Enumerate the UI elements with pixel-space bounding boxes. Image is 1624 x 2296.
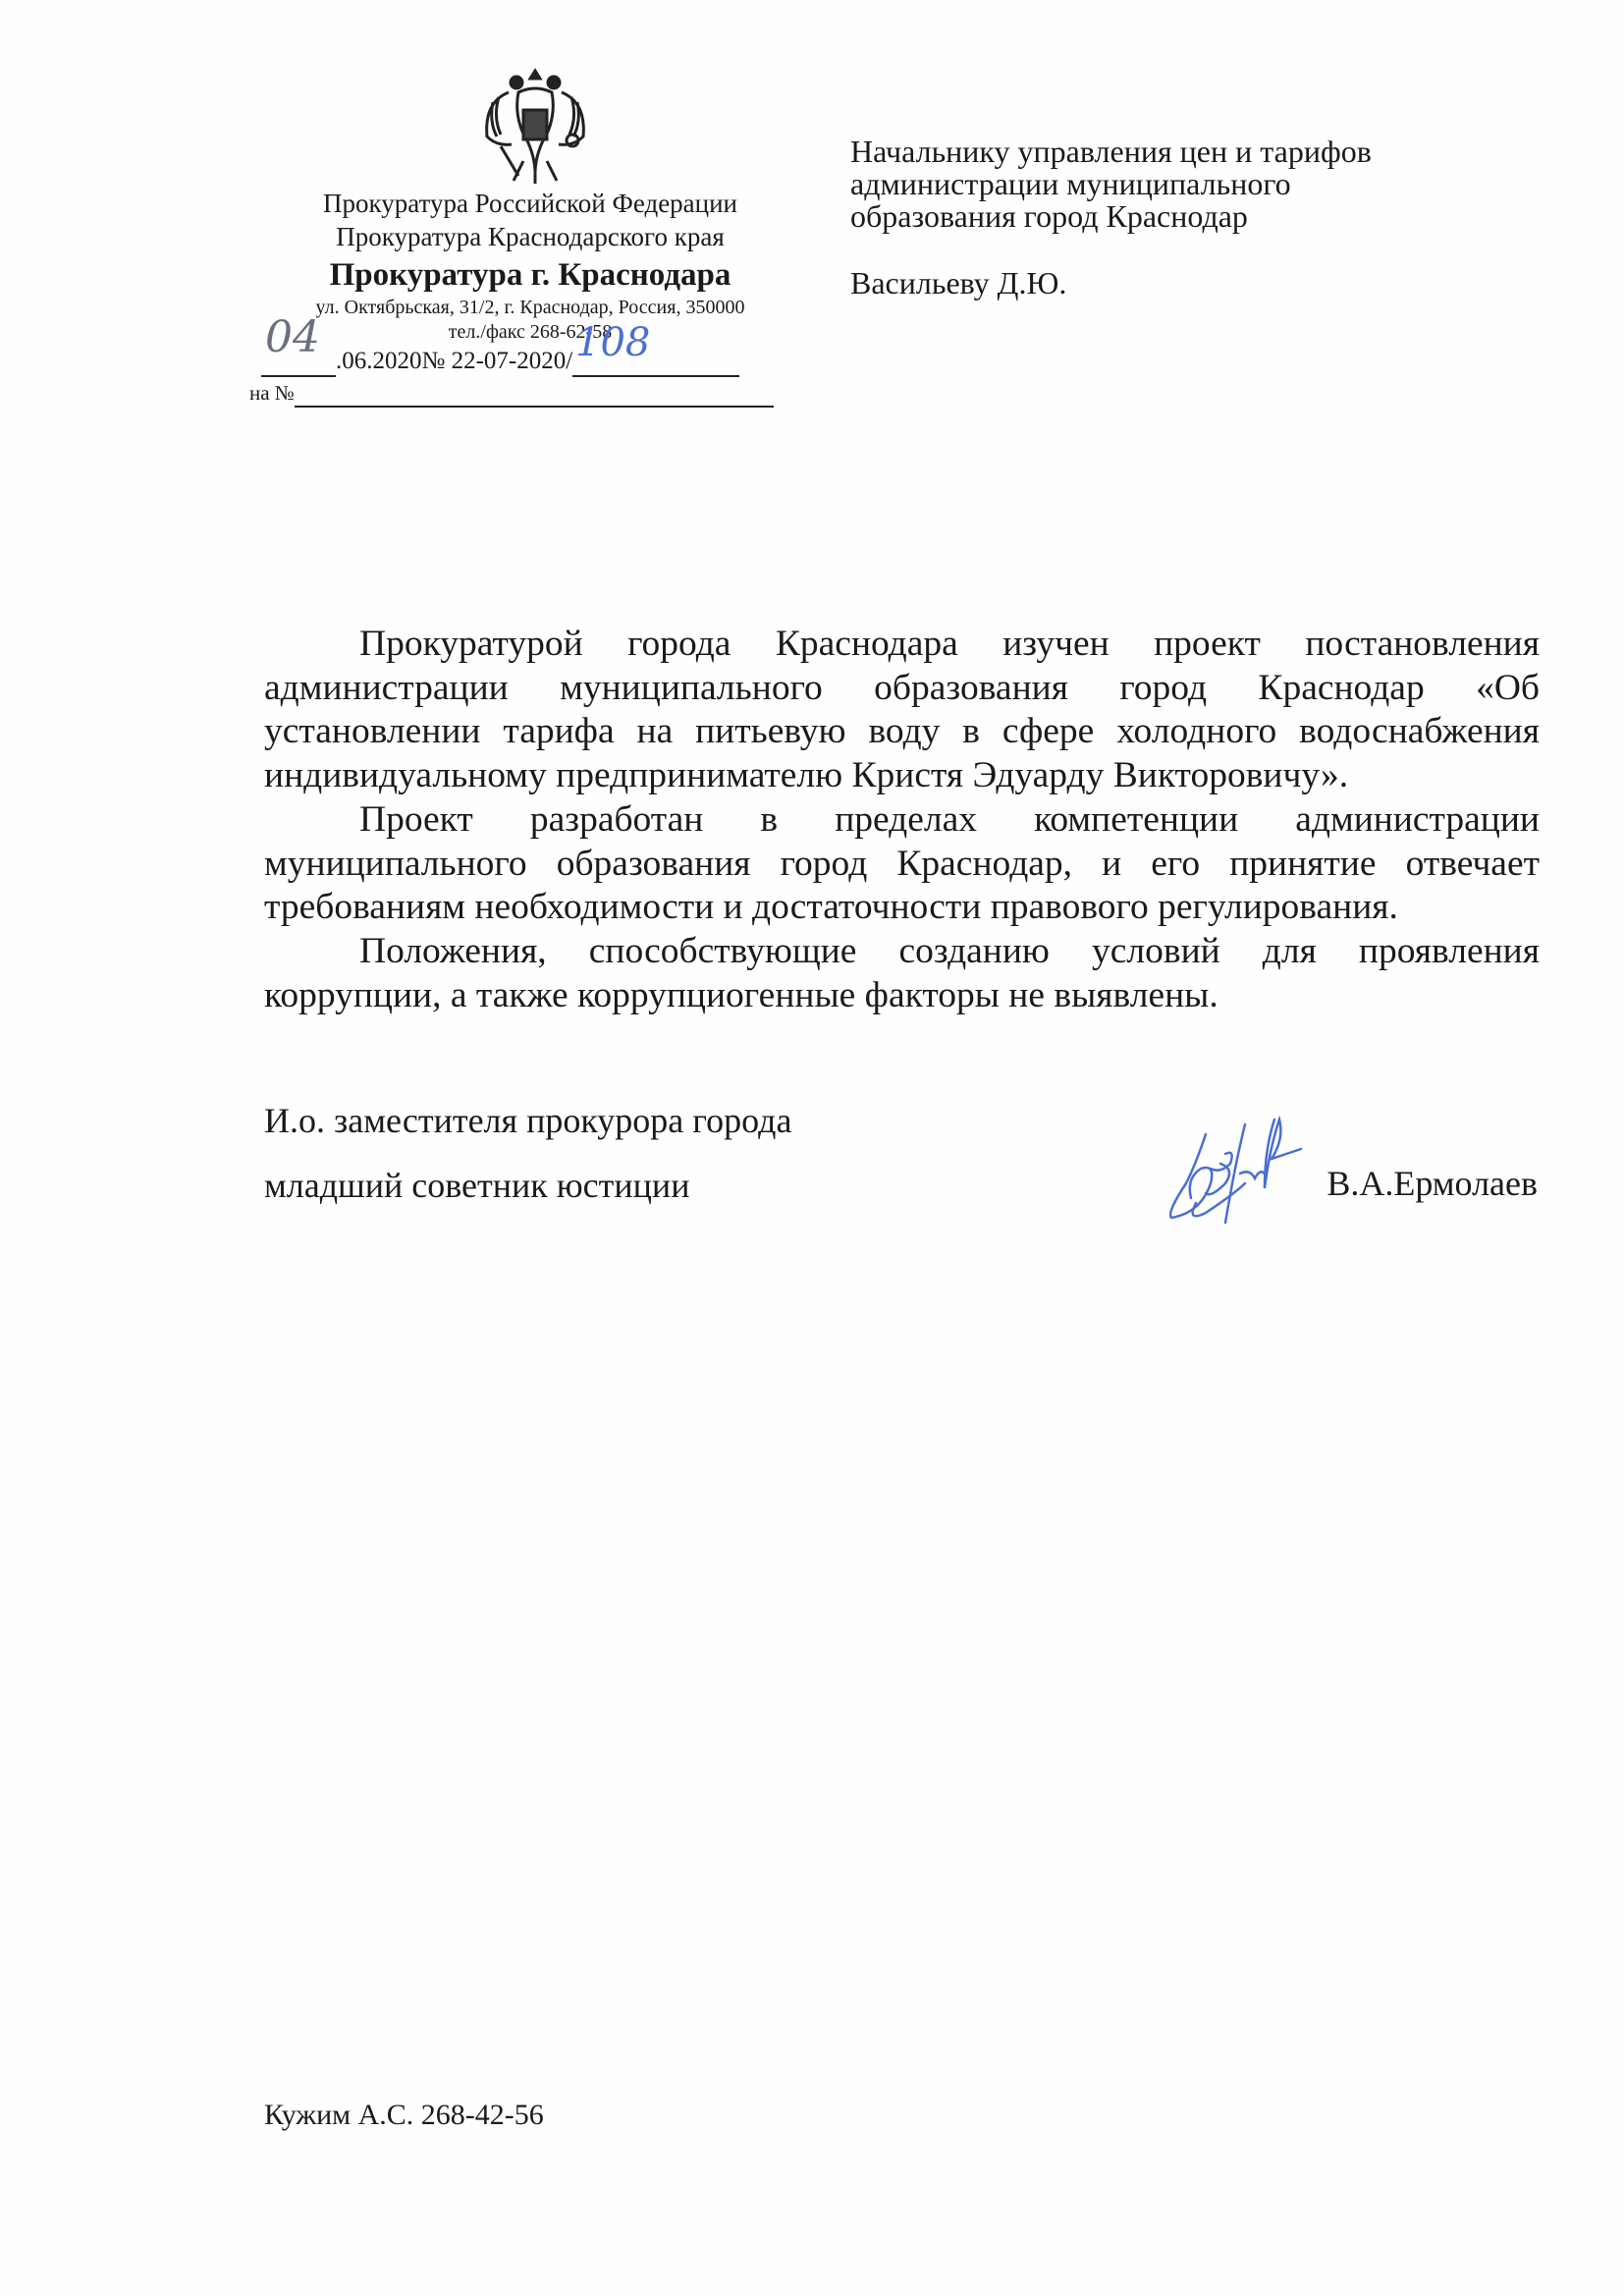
reply-to-blank bbox=[295, 381, 774, 408]
coat-of-arms-emblem bbox=[479, 63, 592, 187]
reply-to-line bbox=[249, 381, 774, 408]
date-suffix: .06.2020 bbox=[336, 348, 422, 374]
recipient-line-2: администрации муниципального bbox=[850, 166, 1291, 201]
body-paragraph: Положения, способствующие созданию условий для проявления коррупции, а также коррупциогенные факторы не выявлены. bbox=[264, 930, 1540, 1015]
handwritten-number: 108 bbox=[575, 320, 651, 365]
letterhead-org: Прокуратура г. Краснодара bbox=[329, 257, 731, 293]
letterhead-line2: Прокуратура Краснодарского края bbox=[336, 222, 725, 251]
body-paragraph: Прокуратурой города Краснодара изучен проект постановления администрации муниципального образования город Краснодар «Об установлении тарифа на питьевую воду в сфере холодного водоснабжения индивидуальному предпринимателю Кристя Эдуарду Викторовичу». bbox=[264, 624, 1540, 796]
signatory-position-1: И.о. заместителя прокурора города bbox=[264, 1101, 792, 1140]
handwritten-signature bbox=[1166, 1115, 1319, 1237]
recipient-name: Васильеву Д.Ю. bbox=[850, 265, 1067, 301]
handwritten-day: 04 bbox=[265, 312, 320, 362]
reply-to-label: на № bbox=[249, 381, 295, 405]
letter-body bbox=[264, 623, 1540, 1017]
executor-contact: Кужим А.С. 268-42-56 bbox=[264, 2099, 544, 2131]
body-paragraph: Проект разработан в пределах компетенции администрации муниципального образования город Краснодар, и его принятие отвечает требованиям необходимости и достаточности правового регулирования. bbox=[264, 798, 1540, 928]
recipient-line-1: Начальнику управления цен и тарифов bbox=[850, 134, 1372, 169]
letterhead-address: ул. Октябрьская, 31/2, г. Краснодар, Россия, 350000 bbox=[315, 297, 745, 318]
outgoing-number-line bbox=[261, 348, 739, 377]
letterhead-line1: Прокуратура Российской Федерации bbox=[322, 189, 738, 218]
letterhead-phone: тел./факс 268-62-58 bbox=[448, 321, 613, 343]
outgoing-number: № 22-07-2020/ bbox=[421, 348, 573, 374]
signatory-position-2: младший советник юстиции bbox=[264, 1166, 690, 1205]
signatory-name: В.А.Ермолаев bbox=[1326, 1164, 1538, 1203]
recipient-line-3: образования город Краснодар bbox=[850, 198, 1248, 234]
